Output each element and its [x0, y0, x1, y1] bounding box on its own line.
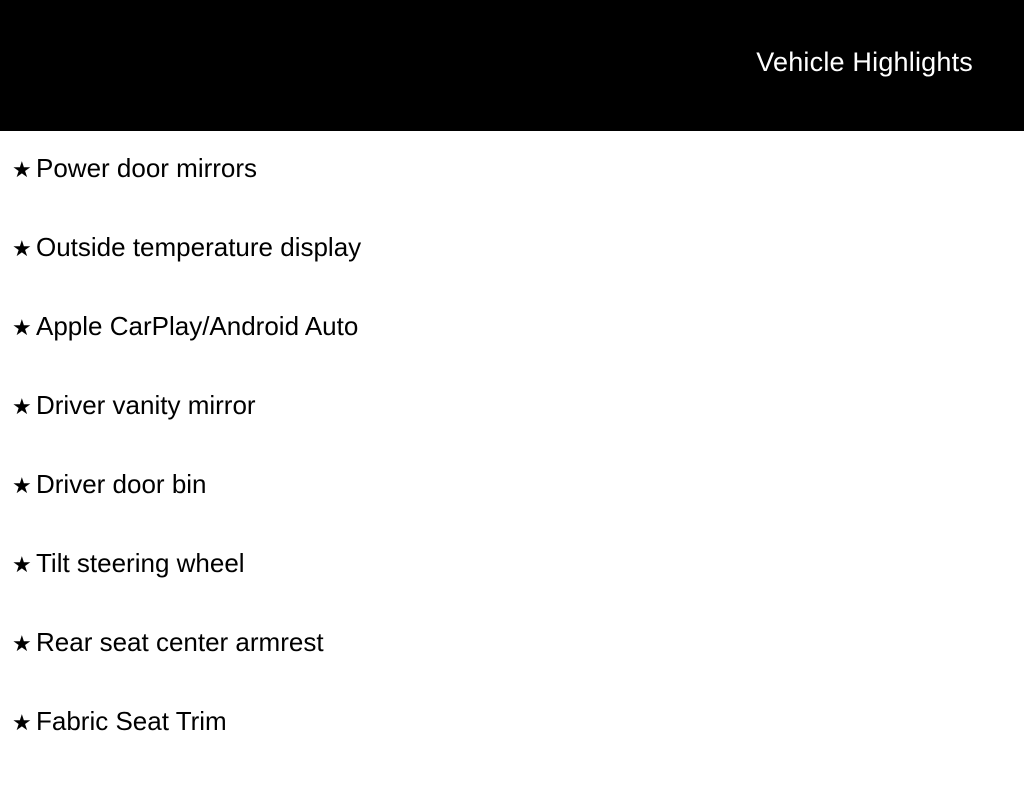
star-icon: ★ — [12, 631, 32, 656]
list-item — [0, 550, 1024, 629]
header-bar — [0, 0, 1024, 131]
list-item-label: Tilt steering wheel — [36, 548, 245, 578]
star-icon: ★ — [12, 236, 32, 261]
star-icon: ★ — [12, 552, 32, 577]
list-item — [0, 155, 1024, 234]
page-title: Vehicle Highlights — [756, 47, 973, 77]
star-icon: ★ — [12, 315, 32, 340]
list-item-label: Power door mirrors — [36, 153, 258, 183]
vehicle-highlights-list — [0, 131, 1024, 787]
list-item — [0, 471, 1024, 550]
list-item-label: Driver door bin — [36, 469, 207, 499]
list-item-label: Fabric Seat Trim — [36, 706, 227, 736]
star-icon: ★ — [12, 710, 32, 735]
list-item-label: Rear seat center armrest — [36, 627, 324, 657]
list-item — [0, 708, 1024, 787]
list-item — [0, 392, 1024, 471]
list-item — [0, 234, 1024, 313]
list-item — [0, 313, 1024, 392]
list-item-label: Driver vanity mirror — [36, 390, 256, 420]
star-icon: ★ — [12, 473, 32, 498]
star-icon: ★ — [12, 394, 32, 419]
list-item-label: Apple CarPlay/Android Auto — [36, 311, 359, 341]
star-icon: ★ — [12, 157, 32, 182]
list-item-label: Outside temperature display — [36, 232, 362, 262]
list-item — [0, 629, 1024, 708]
